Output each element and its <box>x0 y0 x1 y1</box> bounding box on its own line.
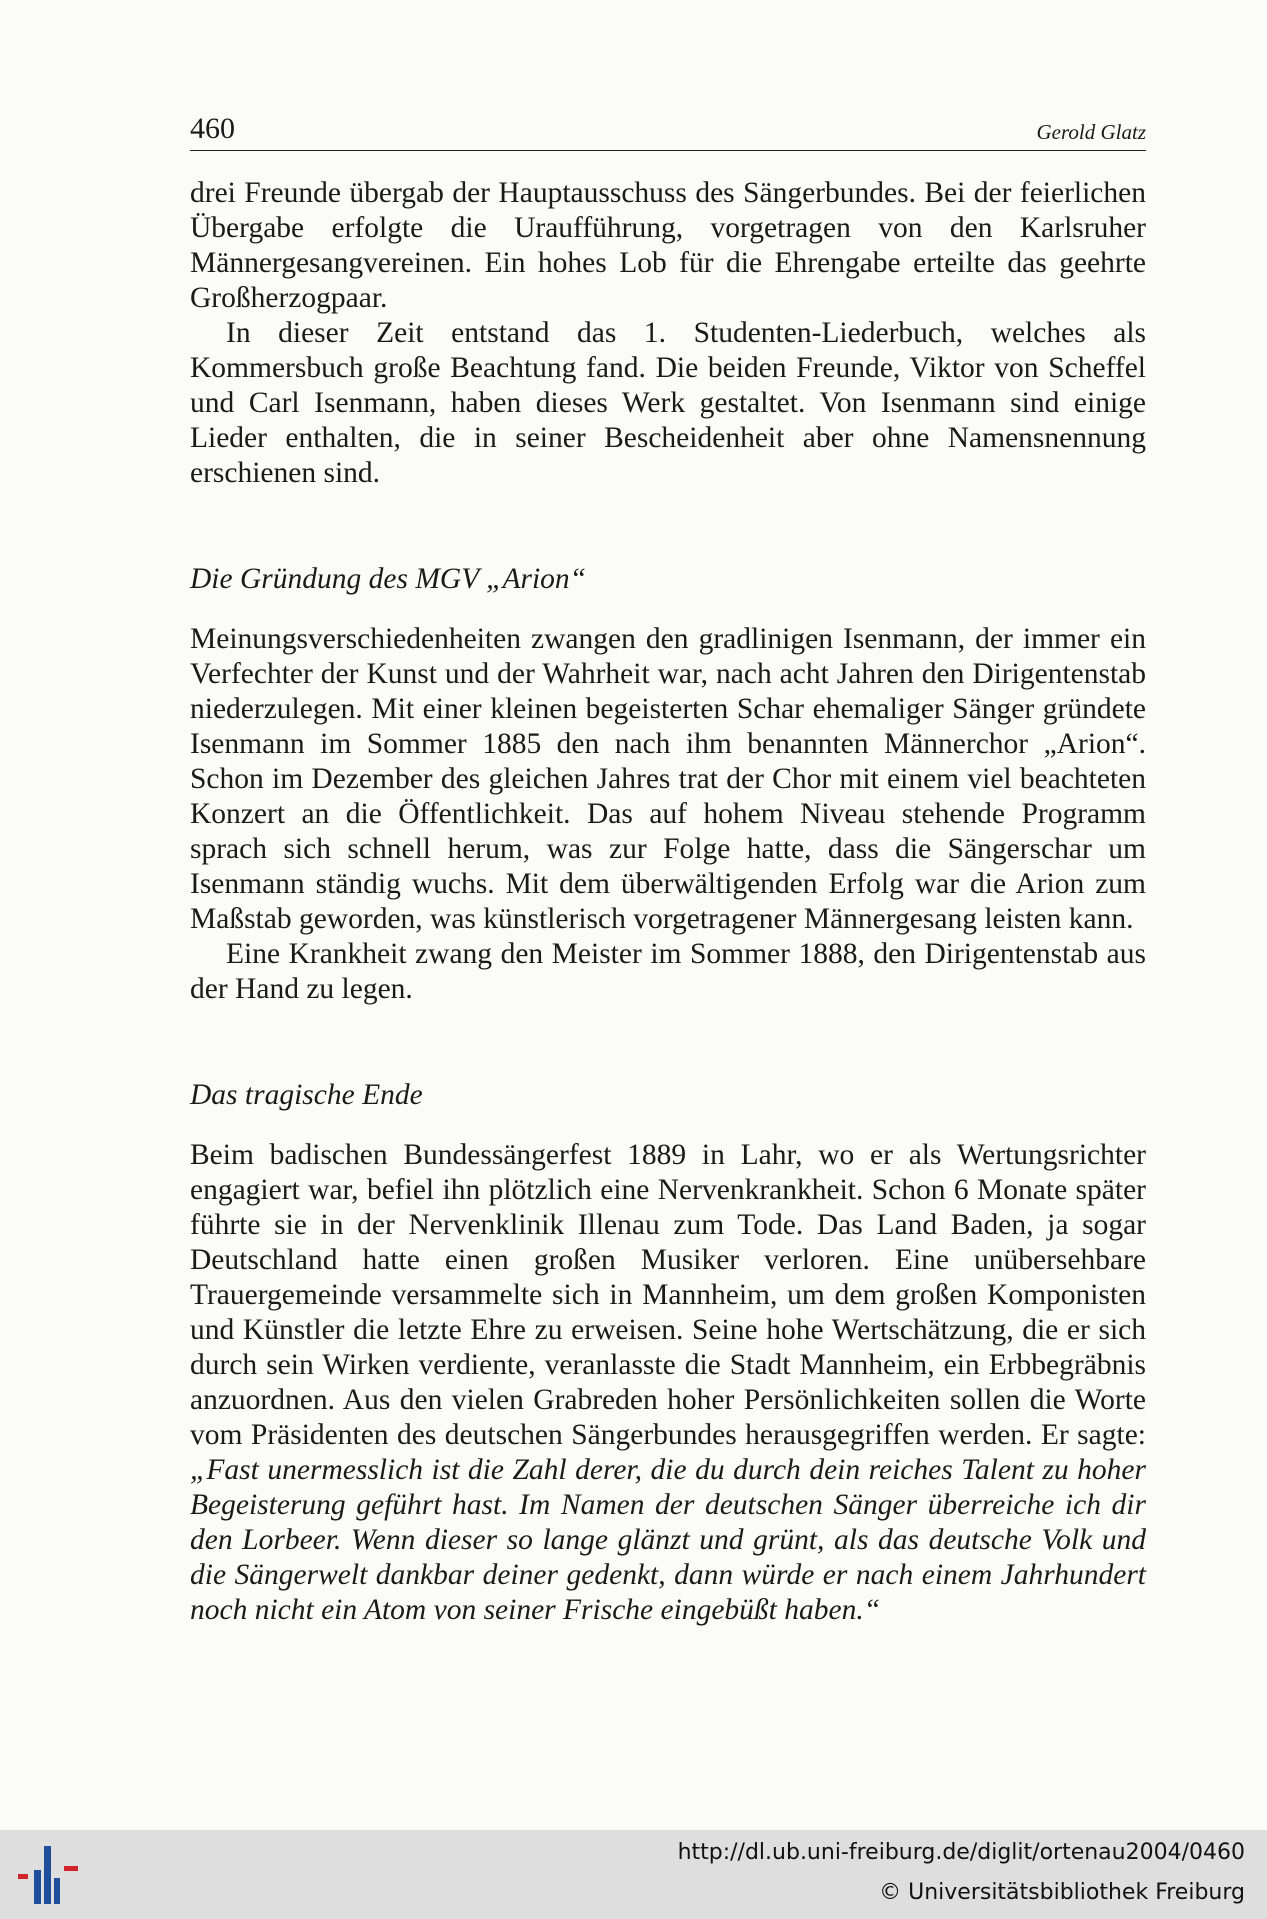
paragraph <box>190 1138 1146 1628</box>
page-number: 460 <box>190 112 235 145</box>
paragraph: In dieser Zeit entstand das 1. Studenten-Liederbuch, welches als Kommersbuch große Beachtung fand. Die beiden Freunde, Viktor von Scheffel und Carl Isenmann, haben dieses Werk gestaltet. Von Isenmann sind einige Lieder enthalten, die in seiner Bescheidenheit aber ohne Namensnennung erschienen sind. <box>190 317 1146 489</box>
paragraph: drei Freunde übergab der Hauptausschuss des Sängerbundes. Bei der feierlichen Übergabe erfolgte die Uraufführung, vorgetragen von den Karlsruher Männergesangvereinen. Ein hohes Lob für die Ehrengabe erteilte das geehrte Großherzogpaar. <box>190 177 1146 314</box>
section-heading-arion: Die Gründung des MGV „Arion“ <box>190 563 587 595</box>
italic-quote: „Fast unermesslich ist die Zahl derer, die du durch dein reiches Talent zu hoher Begeisterung geführt hast. Im Namen der deutschen Sänger überreiche ich dir den Lorbeer. Wenn dieser so lange glänzt und grünt, als das deutsche Volk und die Sängerwelt dankbar deiner gedenkt, dann würde er nach einem Jahrhundert noch nicht ein Atom von seiner Frische eingebüßt haben.“ <box>190 1454 1146 1626</box>
logo-bar-blue-mid <box>34 1870 41 1904</box>
paragraph: Meinungsverschiedenheiten zwangen den gradlinigen Isenmann, der immer ein Verfechter der Kunst und der Wahrheit war, nach acht Jahren den Dirigentenstab niederzulegen. Mit einer kleinen begeisterten Schar ehemaliger Sänger gründete Isenmann im Sommer 1885 den nach ihm benannten Männerchor „Arion“. Schon im Dezember des gleichen Jahres trat der Chor mit einem viel beachteten Konzert an die Öffentlichkeit. Das auf hohem Niveau stehende Programm sprach sich schnell herum, was zur Folge hatte, dass die Sängerschar um Isenmann ständig wuchs. Mit dem überwältigenden Erfolg war die Arion zum Maßstab geworden, was künstlerisch vorgetragener Männergesang leisten kann. <box>190 623 1146 935</box>
footer-bar <box>0 1830 1267 1919</box>
logo-dash-red-left <box>18 1874 28 1879</box>
section-heading-ende: Das tragische Ende <box>190 1079 423 1111</box>
footer-url-link[interactable]: http://dl.ub.uni-freiburg.de/diglit/ortenau2004/0460 <box>677 1840 1245 1865</box>
library-logo-icon <box>16 1844 82 1906</box>
logo-bar-blue-low <box>54 1878 60 1904</box>
paragraph: Eine Krankheit zwang den Meister im Sommer 1888, den Dirigentenstab aus der Hand zu legen. <box>190 938 1146 1005</box>
logo-bar-blue-tall <box>44 1846 51 1904</box>
logo-dash-red-right <box>64 1866 78 1871</box>
body-text <box>190 176 1146 1628</box>
paragraph-text: Beim badischen Bundessängerfest 1889 in Lahr, wo er als Wertungsrichter engagiert war, befiel ihn plötzlich eine Nervenkrankheit. Schon 6 Monate später führte sie in der Nervenklinik Illenau zum Tode. Das Land Baden, ja sogar Deutschland hatte einen großen Musiker verloren. Eine unübersehbare Trauergemeinde versammelte sich in Mannheim, um dem großen Komponisten und Künstler die letzte Ehre zu erweisen. Seine hohe Wertschätzung, die er sich durch sein Wirken verdiente, veranlasste die Stadt Mannheim, ein Erbbegräbnis anzuordnen. Aus den vielen Grabreden hoher Persönlichkeiten sollen die Worte vom Präsidenten des deutschen Sängerbundes herausgegriffen werden. Er sagte: <box>190 1139 1146 1451</box>
footer-copyright: © Universitätsbibliothek Freiburg <box>879 1880 1245 1905</box>
page-header <box>190 108 1146 151</box>
running-head-author: Gerold Glatz <box>1036 120 1146 144</box>
